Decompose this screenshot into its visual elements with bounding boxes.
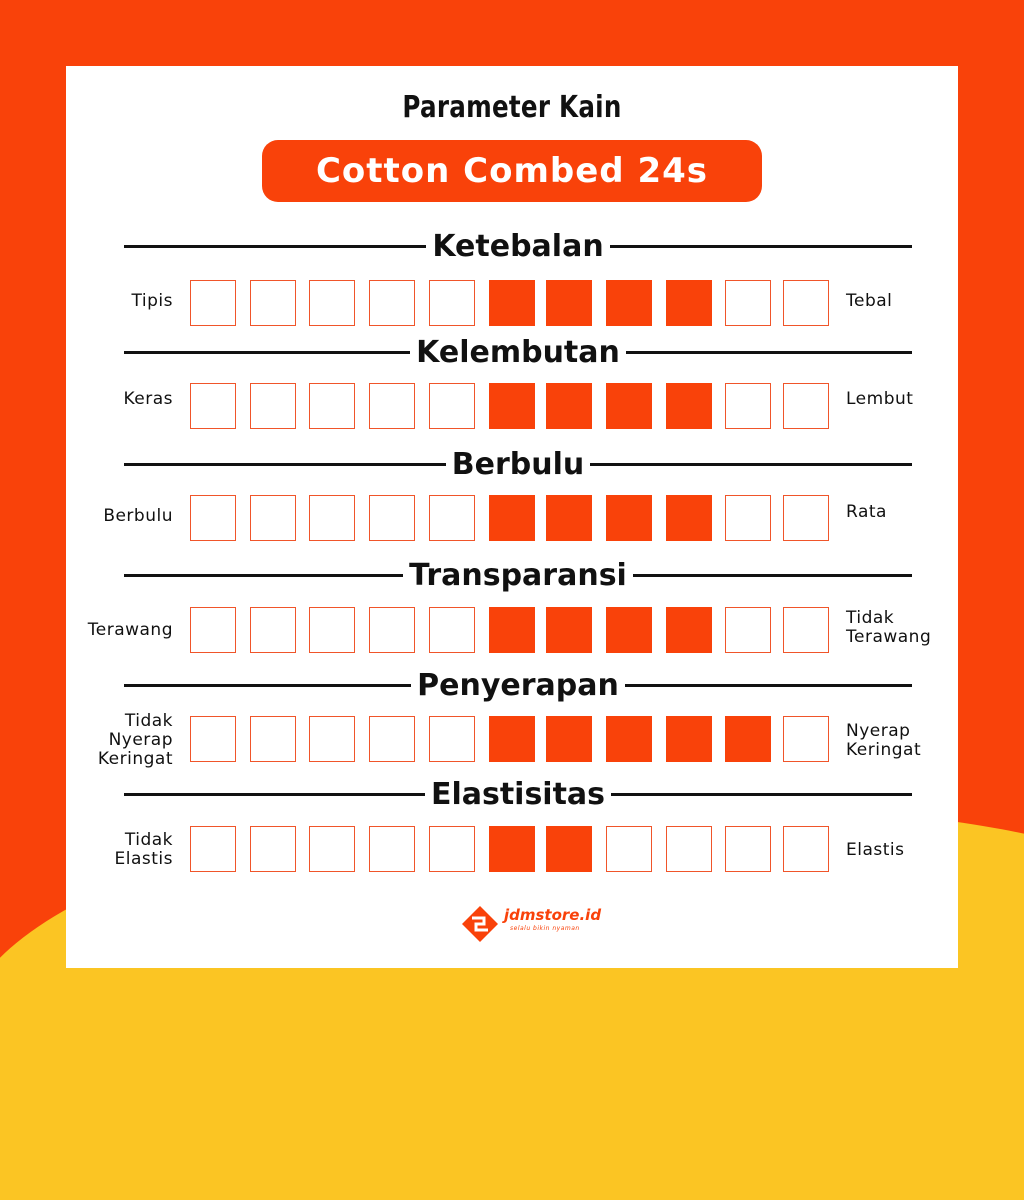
scale-max-label: Nyerap Keringat <box>846 721 922 760</box>
rating-row <box>66 711 958 769</box>
rating-box-empty <box>250 495 296 541</box>
rating-box-empty <box>369 826 415 872</box>
rating-box-empty <box>369 383 415 429</box>
rating-box-filled <box>546 607 592 653</box>
brand-name: jdmstore.id <box>504 906 602 924</box>
rating-row <box>66 495 958 545</box>
rating-box-filled <box>489 826 535 872</box>
scale-max-label: Elastis <box>846 840 905 860</box>
brand-logo <box>460 904 620 944</box>
rating-box-empty <box>783 826 829 872</box>
product-badge <box>262 140 762 202</box>
rating-box-empty <box>429 280 475 326</box>
scale-min-label: Tipis <box>131 291 173 311</box>
parameter-name: Berbulu <box>451 446 585 482</box>
rating-box-filled <box>489 383 535 429</box>
divider-line <box>625 684 912 687</box>
rating-box-filled <box>489 716 535 762</box>
rating-box-filled <box>546 383 592 429</box>
divider-line <box>124 463 446 466</box>
divider-line <box>124 245 426 248</box>
divider-line <box>124 574 403 577</box>
rating-box-empty <box>783 495 829 541</box>
rating-box-filled <box>546 826 592 872</box>
rating-box-filled <box>666 495 712 541</box>
rating-box-empty <box>309 280 355 326</box>
rating-box-empty <box>369 716 415 762</box>
scale-max-label: Tidak Terawang <box>846 608 932 647</box>
rating-box-empty <box>783 607 829 653</box>
scale-max-label: Rata <box>846 502 887 522</box>
rating-box-empty <box>725 607 771 653</box>
rating-box-empty <box>783 280 829 326</box>
rating-box-empty <box>309 383 355 429</box>
rating-box-filled <box>489 280 535 326</box>
rating-box-empty <box>309 826 355 872</box>
rating-box-empty <box>250 607 296 653</box>
scale-min-label: Tidak Elastis <box>114 830 173 869</box>
rating-box-empty <box>429 607 475 653</box>
rating-box-empty <box>309 495 355 541</box>
rating-box-empty <box>666 826 712 872</box>
rating-box-filled <box>546 495 592 541</box>
rating-row <box>66 826 958 876</box>
jdm-logo-icon <box>460 904 500 944</box>
rating-box-empty <box>250 383 296 429</box>
divider-line <box>124 684 411 687</box>
section-header <box>124 332 912 372</box>
section-header <box>124 774 912 814</box>
rating-box-empty <box>606 826 652 872</box>
rating-box-empty <box>429 495 475 541</box>
rating-box-empty <box>783 716 829 762</box>
rating-box-filled <box>606 716 652 762</box>
divider-line <box>124 351 410 354</box>
rating-row <box>66 280 958 330</box>
rating-box-empty <box>783 383 829 429</box>
parameter-name: Ketebalan <box>432 228 604 264</box>
rating-box-empty <box>725 495 771 541</box>
rating-box-filled <box>606 495 652 541</box>
divider-line <box>611 793 912 796</box>
rating-box-filled <box>666 607 712 653</box>
rating-box-filled <box>666 716 712 762</box>
scale-min-label: Terawang <box>87 620 173 640</box>
page-title: Parameter Kain <box>402 90 622 125</box>
rating-box-empty <box>725 383 771 429</box>
scale-min-label: Berbulu <box>103 506 173 526</box>
rating-box-filled <box>489 607 535 653</box>
rating-box-filled <box>666 280 712 326</box>
rating-box-empty <box>190 495 236 541</box>
scale-min-label: Tidak Nyerap Keringat <box>97 711 173 769</box>
rating-box-empty <box>190 383 236 429</box>
parameter-card <box>66 66 958 968</box>
rating-box-empty <box>250 716 296 762</box>
rating-box-empty <box>369 495 415 541</box>
rating-box-filled <box>606 280 652 326</box>
rating-box-empty <box>190 826 236 872</box>
parameter-name: Kelembutan <box>416 334 620 370</box>
rating-box-filled <box>546 716 592 762</box>
rating-row <box>66 383 958 433</box>
rating-box-filled <box>666 383 712 429</box>
rating-box-empty <box>190 716 236 762</box>
rating-box-empty <box>309 607 355 653</box>
rating-box-empty <box>190 280 236 326</box>
divider-line <box>610 245 912 248</box>
rating-box-empty <box>369 280 415 326</box>
product-name: Cotton Combed 24s <box>315 151 709 191</box>
rating-box-empty <box>190 607 236 653</box>
scale-max-label: Tebal <box>846 291 893 311</box>
rating-box-empty <box>309 716 355 762</box>
section-header <box>124 226 912 266</box>
section-header <box>124 555 912 595</box>
rating-box-empty <box>250 826 296 872</box>
rating-box-empty <box>429 826 475 872</box>
parameter-name: Transparansi <box>409 557 627 593</box>
brand-tagline: selalu bikin nyaman <box>510 925 580 932</box>
section-header <box>124 444 912 484</box>
rating-box-empty <box>725 280 771 326</box>
divider-line <box>633 574 912 577</box>
parameter-name: Penyerapan <box>417 667 619 703</box>
rating-box-empty <box>429 383 475 429</box>
rating-box-filled <box>546 280 592 326</box>
rating-box-filled <box>606 607 652 653</box>
rating-box-empty <box>250 280 296 326</box>
rating-box-filled <box>489 495 535 541</box>
scale-max-label: Lembut <box>846 389 914 409</box>
divider-line <box>626 351 912 354</box>
rating-box-empty <box>725 826 771 872</box>
scale-min-label: Keras <box>123 389 173 409</box>
rating-box-empty <box>369 607 415 653</box>
rating-row <box>66 607 958 657</box>
parameter-name: Elastisitas <box>430 776 606 812</box>
section-header <box>124 665 912 705</box>
divider-line <box>590 463 912 466</box>
rating-box-empty <box>429 716 475 762</box>
rating-box-filled <box>725 716 771 762</box>
divider-line <box>124 793 425 796</box>
rating-box-filled <box>606 383 652 429</box>
